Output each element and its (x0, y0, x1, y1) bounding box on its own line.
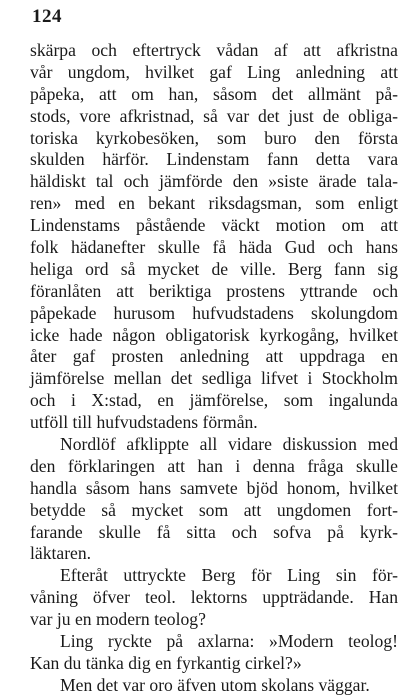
paragraph (30, 631, 398, 675)
text-line: skulden härför. Lindenstam fann detta vara (30, 149, 398, 170)
text-line: och i X:stad, en jämförelse, som ingalunda (30, 390, 398, 411)
text-line: utföll till hufvudstadens förmån. (30, 412, 258, 433)
text-line: Efteråt uttryckte Berg för Ling sin för- (60, 565, 398, 586)
text-line: handla såsom hans samvete bjöd honom, hvilket (30, 477, 398, 498)
text-line: påpekade hurusom hufvudstadens skolungdom (30, 302, 398, 323)
text-line: häldiskt tal och jämförde den »siste ärade tala- (30, 171, 398, 192)
text-line: den förklaringen att han i denna fråga skulle (30, 455, 398, 476)
text-line: var ju en modern teolog? (30, 609, 206, 630)
text-line: vår ungdom, hvilket gaf Ling anledning att (30, 61, 398, 82)
text-line: skärpa och eftertryck vådan af att afkristna (30, 40, 398, 60)
text-line: farande skulle få sitta och sofva på kyrk- (30, 521, 398, 542)
text-line: Men det var oro äfven utom skolans väggar. (60, 674, 370, 695)
text-line: Ling ryckte på axlarna: »Modern teolog! (60, 631, 398, 652)
text-line: betydde så mycket som att ungdomen fort- (30, 499, 398, 520)
text-line: heliga ord så mycket de ville. Berg fann sig (30, 258, 398, 279)
text-line: läktaren. (30, 543, 92, 564)
paragraph (30, 40, 398, 434)
text-line: föranlåten att beriktiga prostens yttrande och (30, 280, 398, 301)
text-line: folk hädanefter skulle få häda Gud och hans (30, 237, 398, 258)
paragraph (30, 565, 398, 631)
text-line: icke hade någon obligatorisk kyrkogång, hvilket (30, 324, 398, 345)
text-line: Lindenstams påstående väckt motion om att (30, 215, 398, 236)
text-line: våning öfver teol. lektorns uppträdande. Han (30, 587, 398, 608)
text-line: åter gaf prosten anledning att uppdraga en (30, 346, 398, 367)
text-line: stods, vore afkristnad, så var det just de obliga- (30, 105, 398, 126)
page-number: 124 (32, 6, 62, 27)
paragraph (30, 434, 398, 565)
text-line: påpeka, att om han, såsom det allmänt på- (30, 83, 398, 104)
text-line: jämförelse mellan det sedliga lifvet i Stockholm (30, 368, 398, 389)
paragraph (30, 675, 398, 697)
body-text (30, 40, 398, 697)
text-line: toriska kyrkobesöken, som buro den första (30, 127, 398, 148)
text-line: ren» med en bekant riksdagsman, som enligt (30, 193, 398, 214)
text-line: Nordlöf afklippte all vidare diskussion med (60, 434, 398, 455)
text-line: Kan du tänka dig en fyrkantig cirkel?» (30, 652, 302, 673)
